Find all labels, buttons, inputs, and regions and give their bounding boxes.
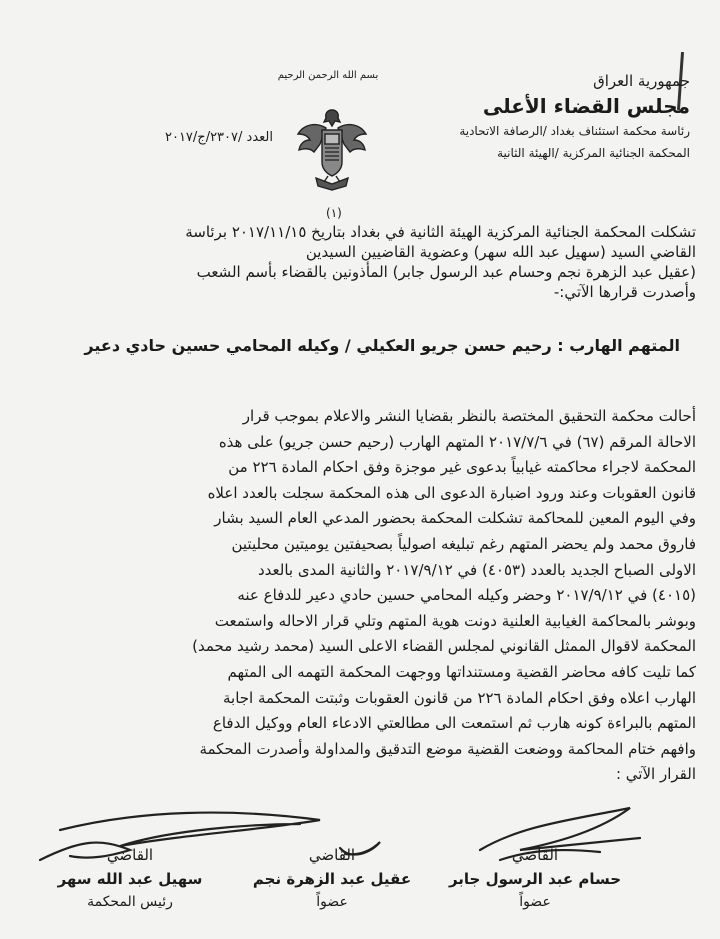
letterhead xyxy=(360,72,690,160)
intro-paragraph xyxy=(46,222,696,302)
signature-title: القاضي xyxy=(308,846,356,864)
body-line: الاحالة المرقم (٦٧) في ٢٠١٧/٧/٦ المتهم الهارب (رحيم حسن جريو) على هذه xyxy=(218,432,696,451)
body-line: المتهم بالبراءة كونه هارب ثم استمعت الى مطالعتي الادعاء العام ووكيل الدفاع xyxy=(212,714,696,733)
intro-line: (عقيل عبد الزهرة نجم وحسام عبد الرسول جابر) المأذونين بالقضاء بأسم الشعب xyxy=(196,263,696,281)
body-line: المحكمة لاجراء محاكمته غيابياً بدعوى غير موجزة وفق احكام المادة ٢٢٦ من xyxy=(228,458,696,477)
body-line: (٤٠١٥) في ٢٠١٧/٩/١٢ وحضر وكيله المحامي حسين حادي دعير للدفاع عنه xyxy=(237,586,696,605)
basmala: بسم الله الرحمن الرحيم xyxy=(277,70,379,81)
intro-line: تشكلت المحكمة الجنائية المركزية الهيئة الثانية في بغداد بتاريخ ٢٠١٧/١١/١٥ برئاسة xyxy=(185,223,696,241)
signature-name: سهيل عبد الله سهر xyxy=(57,870,203,888)
body-line: القرار الآتي : xyxy=(615,765,696,784)
body-line: كما تليت كافه محاضر القضية ومستنداتها ووجهت المحكمة التهمه الى المتهم xyxy=(227,662,696,681)
signature-role: رئيس المحكمة xyxy=(87,894,173,910)
body-line: الاولى الصباح الجديد بالعدد (٤٠٥٣) في ٢٠١٧/٩/١٢ والثانية المدى بالعدد xyxy=(257,560,696,579)
intro-line: وأصدرت قرارها الآتي:- xyxy=(553,283,696,301)
signature-name: عقيل عبد الزهرة نجم xyxy=(252,870,412,888)
signature-name: حسام عبد الرسول جابر xyxy=(448,870,622,888)
signature-role: عضواً xyxy=(519,894,551,910)
body-line: الهارب اعلاه وفق احكام المادة ٢٢٦ من قانون العقوبات وثبتت المحكمة اجابة xyxy=(223,688,696,707)
body-line: المحكمة لاقوال الممثل القانوني لمجلس القضاء الاعلى السيد (محمد رشيد محمد) xyxy=(192,637,696,656)
council-title: مجلس القضاء الأعلى xyxy=(482,94,690,118)
signature-block-member-1 xyxy=(445,846,625,910)
signature-block-president xyxy=(40,846,220,910)
signature-role: عضواً xyxy=(316,894,348,910)
body-line: وافهم ختام المحاكمة ووضعت القضية موضع التدقيق والمداولة وأصدرت المحكمة xyxy=(199,739,696,758)
body-line: قانون العقوبات وعند ورود اضبارة الدعوى الى هذه المحكمة سجلت بالعدد اعلاه xyxy=(207,483,696,502)
signature-title: القاضي xyxy=(106,846,154,864)
reference-number: العدد /٢٣٠٧/ج/٢٠١٧ xyxy=(164,130,273,145)
republic-title: جمهورية العراق xyxy=(593,72,690,90)
presidency-title: رئاسة محكمة استئناف بغداد /الرصافة الاتحادية xyxy=(459,124,690,138)
signature-title: القاضي xyxy=(511,846,559,864)
intro-line: القاضي السيد (سهيل عبد الله سهر) وعضوية القاضيين السيدين xyxy=(305,243,696,261)
court-title: المحكمة الجنائية المركزية /الهيئة الثانية xyxy=(497,146,690,160)
accused-line: المتهم الهارب : رحيم حسن جريو العكيلي / وكيله المحامي حسين حادي دعير xyxy=(84,336,680,355)
body-line: أحالت محكمة التحقيق المختصة بالنظر بقضايا النشر والاعلام بموجب قرار xyxy=(242,407,696,425)
body-line: وفي اليوم المعين للمحاكمة تشكلت المحكمة بحضور المدعي العام السيد بشار xyxy=(214,509,696,528)
signature-block-member-2 xyxy=(242,846,422,910)
body-paragraph xyxy=(46,404,696,788)
iraq-emblem-icon xyxy=(294,104,370,196)
page-number: (١) xyxy=(326,206,342,220)
body-line: فاروق محمد ولم يحضر المتهم رغم تبليغه اصولياً بصحيفتين يوميتين محليتين xyxy=(231,534,696,553)
body-line: وبوشر بالمحاكمة الغيابية العلنية دونت هوية المتهم وتلي قرار الاحاله واستمعت xyxy=(214,611,696,630)
